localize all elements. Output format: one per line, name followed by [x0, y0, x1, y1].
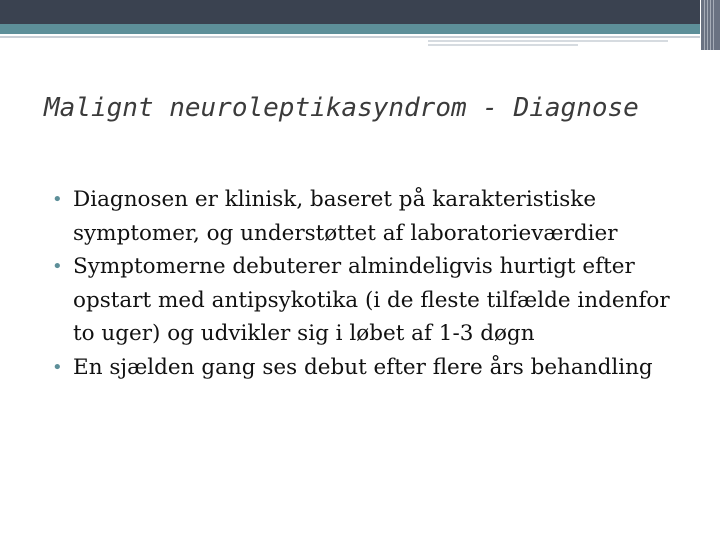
bullet-marker: •	[52, 356, 63, 378]
list-item	[52, 183, 692, 250]
bullet-marker: •	[52, 189, 63, 210]
bullet-list	[52, 183, 692, 384]
list-item	[52, 351, 692, 385]
bullet-text: En sjælden gang ses debut efter flere års behandling	[73, 354, 653, 380]
header-divider-line-shorter	[428, 44, 578, 46]
bullet-text: Diagnosen er klinisk, baseret på karakteristiske symptomer, og understøttet af laboratorieværdier	[73, 187, 618, 246]
header-dark-band	[0, 0, 700, 24]
corner-tab-stripes	[704, 0, 716, 50]
bullet-text: Symptomerne debuterer almindeligvis hurtigt efter opstart med antipsykotika (i de fleste tilfælde indenfor to uger) og udvikler sig i løbet af 1-3 døgn	[73, 254, 670, 346]
header-divider-line-short	[428, 40, 668, 42]
bullet-marker: •	[52, 256, 63, 277]
header-accent-band	[0, 24, 700, 34]
slide-title: Malignt neuroleptikasyndrom - Diagnose	[44, 93, 639, 123]
header-divider-line	[0, 36, 700, 38]
list-item	[52, 250, 692, 351]
